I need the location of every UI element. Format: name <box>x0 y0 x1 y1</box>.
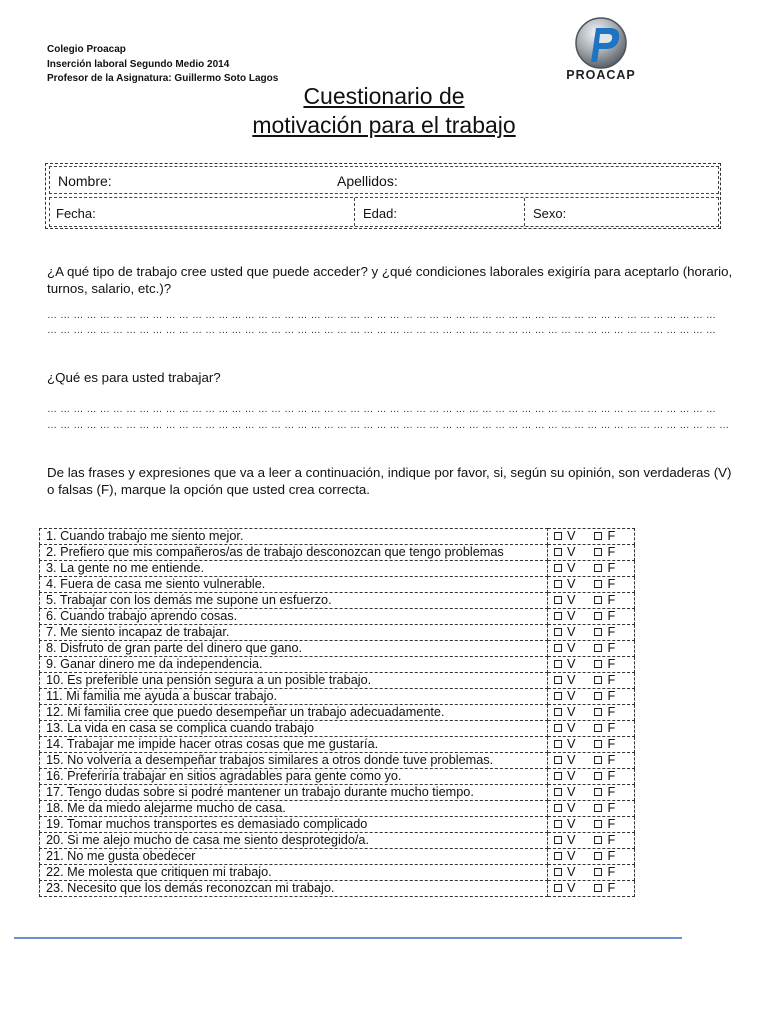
option-v-label: V <box>567 593 576 607</box>
statement-text: 10. Es preferible una pensión segura a un posible trabajo. <box>40 673 548 689</box>
checkbox-false[interactable] <box>594 820 602 828</box>
checkbox-false[interactable] <box>594 596 602 604</box>
statement-text: 13. La vida en casa se complica cuando trabajo <box>40 721 548 737</box>
statement-text: 6. Cuando trabajo aprendo cosas. <box>40 609 548 625</box>
checkbox-true[interactable] <box>554 532 562 540</box>
page-title-line1: Cuestionario de <box>303 83 465 109</box>
sexo-label: Sexo: <box>533 206 567 221</box>
checkbox-true[interactable] <box>554 612 562 620</box>
name-row <box>49 166 719 194</box>
table-row <box>40 753 635 769</box>
option-v-label: V <box>567 689 576 703</box>
statement-text: 7. Me siento incapaz de trabajar. <box>40 625 548 641</box>
course-name: Inserción laboral Segundo Medio 2014 <box>47 58 230 70</box>
checkbox-false[interactable] <box>594 884 602 892</box>
table-row <box>40 657 635 673</box>
true-false-options <box>548 561 635 577</box>
true-false-options <box>548 673 635 689</box>
option-f-label: F <box>607 577 616 591</box>
option-f-label: F <box>607 641 616 655</box>
answer-line-1a[interactable]: … … … … … … … … … … … … … … … … … … … … … … … … … … … … … … … … … … … … … … … … … … … … … … … … … … … <box>47 310 717 321</box>
statement-text: 5. Trabajar con los demás me supone un esfuerzo. <box>40 593 548 609</box>
checkbox-true[interactable] <box>554 580 562 588</box>
true-false-options <box>548 593 635 609</box>
question-2: ¿Qué es para usted trabajar? <box>47 370 221 385</box>
table-row <box>40 545 635 561</box>
option-f-label: F <box>607 753 616 767</box>
table-row <box>40 817 635 833</box>
checkbox-false[interactable] <box>594 708 602 716</box>
table-row <box>40 577 635 593</box>
checkbox-false[interactable] <box>594 804 602 812</box>
option-v-label: V <box>567 529 576 543</box>
checkbox-false[interactable] <box>594 772 602 780</box>
table-row <box>40 881 635 897</box>
checkbox-false[interactable] <box>594 724 602 732</box>
checkbox-false[interactable] <box>594 612 602 620</box>
option-f-label: F <box>607 657 616 671</box>
table-row <box>40 561 635 577</box>
table-row <box>40 769 635 785</box>
option-v-label: V <box>567 849 576 863</box>
option-f-label: F <box>607 769 616 783</box>
fecha-field[interactable] <box>50 198 354 226</box>
option-f-label: F <box>607 705 616 719</box>
table-row <box>40 737 635 753</box>
logo-text: PROACAP <box>566 68 636 82</box>
option-v-label: V <box>567 865 576 879</box>
answer-line-2b[interactable]: … … … … … … … … … … … … … … … … … … … … … … … … … … … … … … … … … … … … … … … … … … … … … … … … … … … … <box>47 420 730 431</box>
true-false-options <box>548 721 635 737</box>
option-f-label: F <box>607 785 616 799</box>
checkbox-true[interactable] <box>554 884 562 892</box>
option-f-label: F <box>607 609 616 623</box>
table-row <box>40 785 635 801</box>
true-false-options <box>548 641 635 657</box>
checkbox-true[interactable] <box>554 804 562 812</box>
school-header <box>47 43 278 87</box>
table-row <box>40 849 635 865</box>
checkbox-true[interactable] <box>554 628 562 636</box>
option-f-label: F <box>607 673 616 687</box>
statement-text: 19. Tomar muchos transportes es demasiado complicado <box>40 817 548 833</box>
statement-text: 2. Prefiero que mis compañeros/as de trabajo desconozcan que tengo problemas <box>40 545 548 561</box>
checkbox-false[interactable] <box>594 756 602 764</box>
option-v-label: V <box>567 673 576 687</box>
checkbox-true[interactable] <box>554 740 562 748</box>
table-row <box>40 593 635 609</box>
school-name: Colegio Proacap <box>47 44 126 55</box>
teacher-name: Profesor de la Asignatura: Guillermo Soto Lagos <box>47 73 279 84</box>
table-row <box>40 673 635 689</box>
true-false-options <box>548 689 635 705</box>
option-v-label: V <box>567 881 576 895</box>
statement-text: 8. Disfruto de gran parte del dinero que gano. <box>40 641 548 657</box>
edad-label: Edad: <box>363 206 397 221</box>
true-false-options <box>548 769 635 785</box>
proacap-logo <box>555 16 647 86</box>
fecha-label: Fecha: <box>56 206 96 221</box>
statement-text: 23. Necesito que los demás reconozcan mi trabajo. <box>40 881 548 897</box>
statement-text: 12. Mi familia cree que puedo desempeñar un trabajo adecuadamente. <box>40 705 548 721</box>
table-row <box>40 833 635 849</box>
option-v-label: V <box>567 545 576 559</box>
statement-text: 14. Trabajar me impide hacer otras cosas que me gustaría. <box>40 737 548 753</box>
answer-line-1b[interactable]: … … … … … … … … … … … … … … … … … … … … … … … … … … … … … … … … … … … … … … … … … … … … … … … … … … … <box>47 325 717 336</box>
option-f-label: F <box>607 849 616 863</box>
apellidos-label: Apellidos: <box>337 173 398 189</box>
checkbox-true[interactable] <box>554 676 562 684</box>
statements-table <box>39 528 635 897</box>
true-false-options <box>548 753 635 769</box>
checkbox-true[interactable] <box>554 596 562 604</box>
statement-text: 15. No volvería a desempeñar trabajos similares a otros donde tuve problemas. <box>40 753 548 769</box>
option-f-label: F <box>607 593 616 607</box>
checkbox-true[interactable] <box>554 692 562 700</box>
option-v-label: V <box>567 801 576 815</box>
option-v-label: V <box>567 833 576 847</box>
checkbox-false[interactable] <box>594 660 602 668</box>
true-false-options <box>548 545 635 561</box>
instructions: De las frases y expresiones que va a leer a continuación, indique por favor, si, según su opinión, son verdaderas (V) o falsas (F), marque la opción que usted crea correcta. <box>47 465 732 497</box>
checkbox-true[interactable] <box>554 708 562 716</box>
sexo-field[interactable] <box>524 198 718 226</box>
checkbox-false[interactable] <box>594 532 602 540</box>
checkbox-true[interactable] <box>554 788 562 796</box>
option-f-label: F <box>607 865 616 879</box>
option-f-label: F <box>607 721 616 735</box>
option-f-label: F <box>607 737 616 751</box>
option-v-label: V <box>567 641 576 655</box>
table-row <box>40 641 635 657</box>
option-f-label: F <box>607 833 616 847</box>
true-false-options <box>548 785 635 801</box>
page-title-line2: motivación para el trabajo <box>252 112 516 138</box>
option-f-label: F <box>607 689 616 703</box>
checkbox-false[interactable] <box>594 564 602 572</box>
checkbox-false[interactable] <box>594 676 602 684</box>
checkbox-true[interactable] <box>554 724 562 732</box>
footer-divider <box>14 937 682 939</box>
statement-text: 9. Ganar dinero me da independencia. <box>40 657 548 673</box>
statement-text: 3. La gente no me entiende. <box>40 561 548 577</box>
statement-text: 17. Tengo dudas sobre si podré mantener un trabajo durante mucho tiempo. <box>40 785 548 801</box>
question-1: ¿A qué tipo de trabajo cree usted que puede acceder? y ¿qué condiciones laborales exigiría para aceptarlo (horario, turnos, salario, etc.)? <box>47 264 733 296</box>
option-v-label: V <box>567 769 576 783</box>
table-row <box>40 801 635 817</box>
option-v-label: V <box>567 577 576 591</box>
option-v-label: V <box>567 817 576 831</box>
true-false-options <box>548 817 635 833</box>
checkbox-true[interactable] <box>554 820 562 828</box>
checkbox-false[interactable] <box>594 548 602 556</box>
true-false-options <box>548 529 635 545</box>
checkbox-true[interactable] <box>554 868 562 876</box>
option-v-label: V <box>567 737 576 751</box>
true-false-options <box>548 801 635 817</box>
edad-field[interactable] <box>354 198 524 226</box>
true-false-options <box>548 833 635 849</box>
checkbox-false[interactable] <box>594 868 602 876</box>
true-false-options <box>548 881 635 897</box>
statement-text: 22. Me molesta que critiquen mi trabajo. <box>40 865 548 881</box>
details-row <box>49 197 719 227</box>
option-f-label: F <box>607 801 616 815</box>
option-v-label: V <box>567 785 576 799</box>
option-f-label: F <box>607 881 616 895</box>
table-row <box>40 609 635 625</box>
option-f-label: F <box>607 529 616 543</box>
checkbox-false[interactable] <box>594 692 602 700</box>
table-row <box>40 529 635 545</box>
checkbox-true[interactable] <box>554 564 562 572</box>
option-v-label: V <box>567 657 576 671</box>
statement-text: 16. Preferiría trabajar en sitios agradables para gente como yo. <box>40 769 548 785</box>
student-info-box <box>45 163 721 229</box>
true-false-options <box>548 657 635 673</box>
checkbox-false[interactable] <box>594 788 602 796</box>
checkbox-false[interactable] <box>594 836 602 844</box>
checkbox-true[interactable] <box>554 772 562 780</box>
option-f-label: F <box>607 817 616 831</box>
table-row <box>40 865 635 881</box>
checkbox-true[interactable] <box>554 644 562 652</box>
nombre-label: Nombre: <box>58 173 112 189</box>
proacap-logo-icon <box>555 16 647 70</box>
statement-text: 18. Me da miedo alejarme mucho de casa. <box>40 801 548 817</box>
true-false-options <box>548 865 635 881</box>
statement-text: 4. Fuera de casa me siento vulnerable. <box>40 577 548 593</box>
statement-text: 11. Mi familia me ayuda a buscar trabajo. <box>40 689 548 705</box>
true-false-options <box>548 849 635 865</box>
table-row <box>40 689 635 705</box>
option-f-label: F <box>607 545 616 559</box>
checkbox-false[interactable] <box>594 644 602 652</box>
table-row <box>40 721 635 737</box>
true-false-options <box>548 609 635 625</box>
option-v-label: V <box>567 721 576 735</box>
statement-text: 20. Si me alejo mucho de casa me siento desprotegido/a. <box>40 833 548 849</box>
checkbox-true[interactable] <box>554 660 562 668</box>
checkbox-false[interactable] <box>594 852 602 860</box>
true-false-options <box>548 577 635 593</box>
option-v-label: V <box>567 625 576 639</box>
checkbox-true[interactable] <box>554 852 562 860</box>
checkbox-false[interactable] <box>594 740 602 748</box>
true-false-options <box>548 737 635 753</box>
answer-line-2a[interactable]: … … … … … … … … … … … … … … … … … … … … … … … … … … … … … … … … … … … … … … … … … … … … … … … … … … … <box>47 404 717 415</box>
table-row <box>40 625 635 641</box>
statement-text: 21. No me gusta obedecer <box>40 849 548 865</box>
true-false-options <box>548 705 635 721</box>
true-false-options <box>548 625 635 641</box>
checkbox-false[interactable] <box>594 580 602 588</box>
statement-text: 1. Cuando trabajo me siento mejor. <box>40 529 548 545</box>
checkbox-true[interactable] <box>554 548 562 556</box>
option-v-label: V <box>567 705 576 719</box>
option-f-label: F <box>607 625 616 639</box>
checkbox-false[interactable] <box>594 628 602 636</box>
option-f-label: F <box>607 561 616 575</box>
checkbox-true[interactable] <box>554 756 562 764</box>
table-row <box>40 705 635 721</box>
checkbox-true[interactable] <box>554 836 562 844</box>
option-v-label: V <box>567 609 576 623</box>
option-v-label: V <box>567 753 576 767</box>
option-v-label: V <box>567 561 576 575</box>
